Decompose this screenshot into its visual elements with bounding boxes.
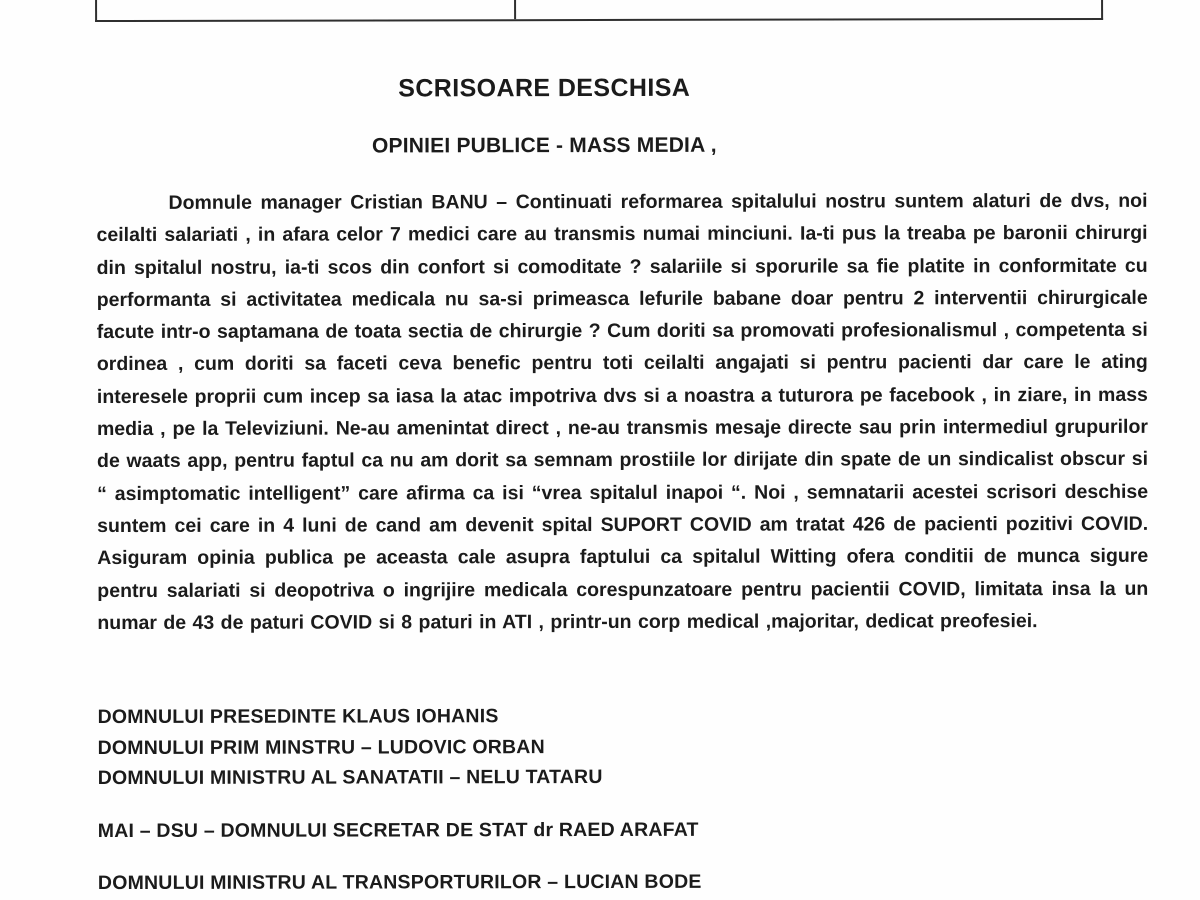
recipient-president: DOMNULUI PRESEDINTE KLAUS IOHANIS xyxy=(97,705,499,729)
recipient-prime-minister: DOMNULUI PRIM MINSTRU – LUDOVIC ORBAN xyxy=(97,735,545,759)
top-table-fragment xyxy=(95,0,1103,22)
recipient-health-minister: DOMNULUI MINISTRU AL SANATATII – NELU TATARU xyxy=(97,765,603,790)
table-column-divider xyxy=(514,0,516,19)
letter-body-paragraph: Domnule manager Cristian BANU – Continuati reformarea spitalului nostru suntem alaturi de dvs, noi ceilalti salariati , in afara celor 7 medici care au transmis numai minciuni. Ia-ti pus la treaba pe baronii chirurgi din spitalul nostru, ia-ti scos din confort si comoditate ? salariile si sporurile sa fie platite in conformitate cu performanta si activitatea medicala nu sa-si primeasca lefurile babane doar pentru 2 interventii chirurgicale facute intr-o saptamana de toata sectia de chirurgie ? Cum doriti sa promovati profesionalismul , competenta si ordinea , cum doriti sa faceti ceva benefic pentru toti ceilalti angajati si pentru pacienti dar care le ating interesele proprii cum incep sa iasa la atac impotriva dvs si a noastra a tuturora pe facebook , in ziare, in mass media , pe la Televiziuni. Ne-au amenintat direct , ne-au transmis mesaje directe sau prin intermediul grupurilor de waats app, pentru faptul ca nu am dorit sa semnam prostiile lor dirijate din spate de un sindicalist obscur si “ asimptomatic intelligent” care afirma ca isi “vrea spitalul inapoi “. Noi , semnatarii acestei scrisori deschise suntem cei care in 4 luni de cand am devenit spital SUPORT COVID am tratat 426 de pacienti pozitivi COVID. Asiguram opinia publica pe aceasta cale asupra faptului ca spitalul Witting ofera conditii de munca sigure pentru salariati si deopotriva o ingrijire medicala corespunzatoare pentru pacientii COVID, limitata insa la un numar de 43 de paturi COVID si 8 paturi in ATI , printr-un corp medical ,majoritar, dedicat preofesiei. xyxy=(96,189,1149,634)
document-subtitle: OPINIEI PUBLICE - MASS MEDIA , xyxy=(371,133,717,158)
document-title: SCRISOARE DESCHISA xyxy=(398,73,691,103)
recipients-list xyxy=(98,701,702,899)
recipient-state-secretary: MAI – DSU – DOMNULUI SECRETAR DE STAT dr RAED ARAFAT xyxy=(97,818,699,842)
recipient-transport-minister: DOMNULUI MINISTRU AL TRANSPORTURILOR – LUCIAN BODE xyxy=(97,870,702,895)
